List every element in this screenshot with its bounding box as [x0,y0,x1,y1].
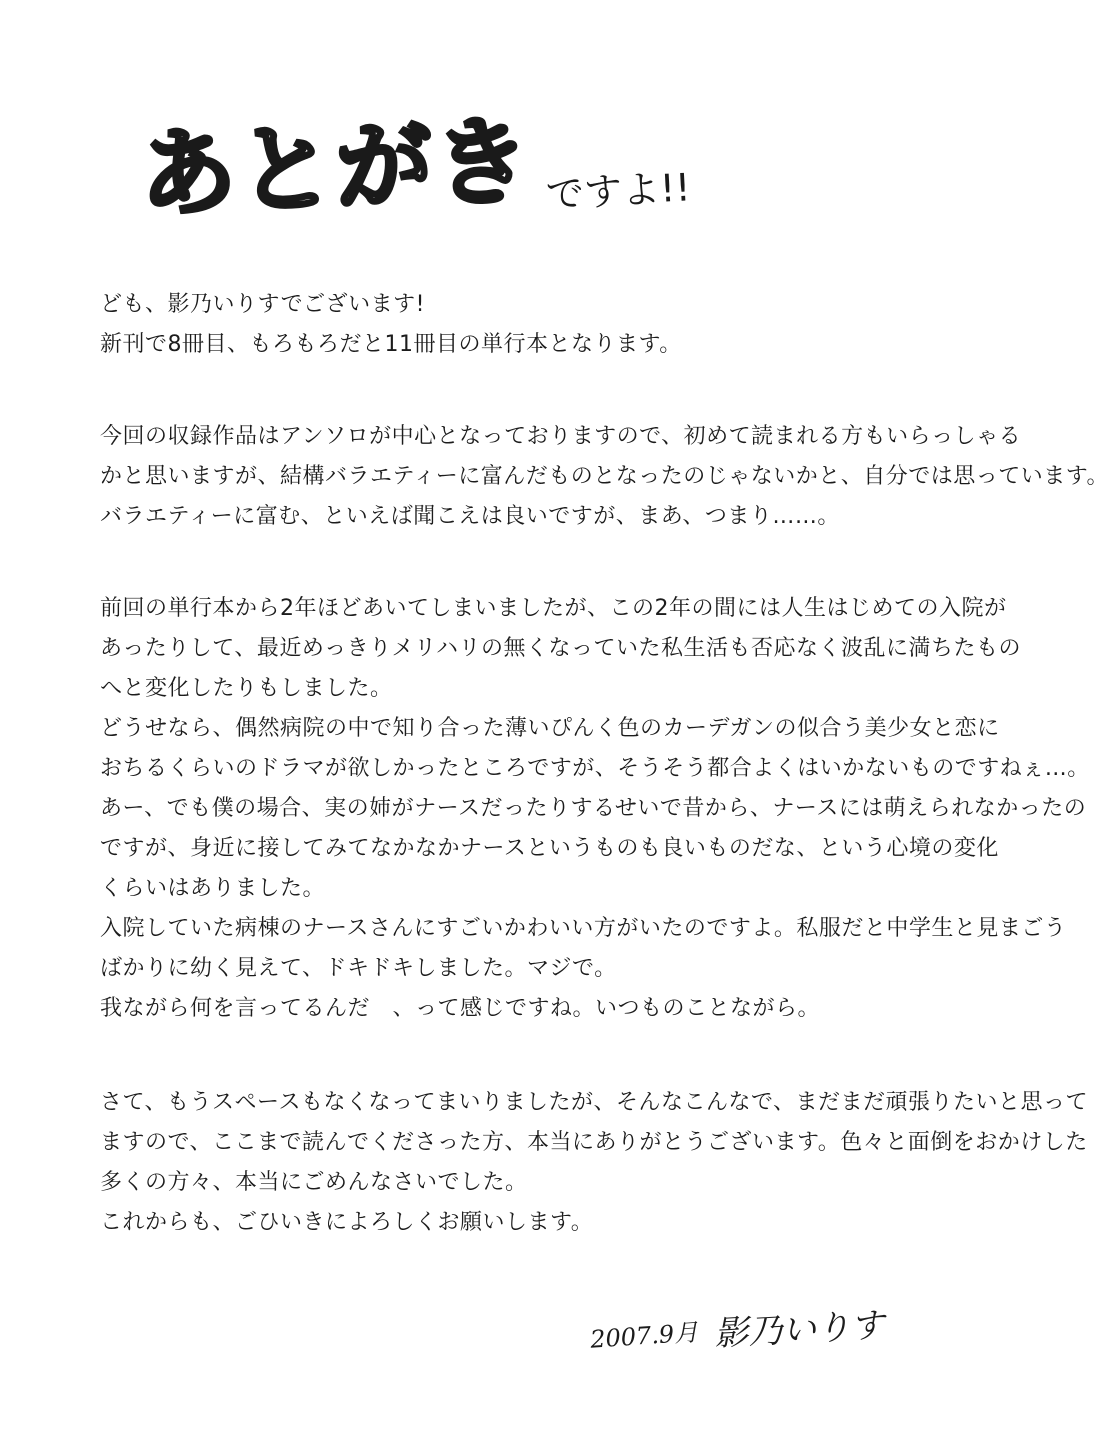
heading-subtitle: ですよ!! [544,165,692,217]
text-line: ばかりに幼く見えて、ドキドキしました。マジで。 [100,956,617,981]
paragraph-collection [100,417,1109,537]
text-line: バラエティーに富む、といえば聞こえは良いですが、まあ、つまり……。 [100,504,840,529]
text-line: くらいはありました。 [100,876,326,901]
text-line: かと思いますが、結構バラエティーに富んだものとなったのじゃないかと、自分では思っています。 [100,464,1109,489]
text-line: 前回の単行本から2年ほどあいてしまいましたが、この2年の間には人生はじめての入院が [100,596,1007,621]
text-line: 今回の収録作品はアンソロが中心となっておりますので、初めて読まれる方もいらっしゃる [100,424,1022,449]
text-line: 新刊で8冊目、もろもろだと11冊目の単行本となります。 [100,332,682,357]
text-line: 入院していた病棟のナースさんにすごいかわいい方がいたのですよ。私服だと中学生と見まごう [100,916,1067,941]
text-line: これからも、ごひいきによろしくお願いします。 [100,1210,594,1235]
text-line: あったりして、最近めっきりメリハリの無くなっていた私生活も否応なく波乱に満ちたもの [100,636,1021,661]
text-line: ですが、身近に接してみてなかなかナースというものも良いものだな、という心境の変化 [100,836,999,861]
text-line: おちるくらいのドラマが欲しかったところですが、そうそう都合よくはいかないものですねぇ…。 [100,756,1090,781]
signature-name: 影乃いりす [713,1305,886,1355]
paragraph-greeting [100,285,940,365]
afterword-body [100,285,1109,1243]
heading-title: あとがき [138,105,534,231]
text-line: あー、でも僕の場合、実の姉がナースだったりするせいで昔から、ナースには萌えられなかったの [100,796,1087,821]
text-line: へと変化したりもしました。 [100,676,393,701]
text-line: どうせなら、偶然病院の中で知り合った薄いぴんく色のカーデガンの似合う美少女と恋に [100,716,1000,741]
text-line: ども、影乃いりすでございます! [100,292,425,317]
text-line: 多くの方々、本当にごめんなさいでした。 [100,1170,528,1195]
afterword-heading [138,105,692,231]
signature [589,1302,886,1355]
text-line: さて、もうスペースもなくなってまいりましたが、そんなこんなで、まだまだ頑張りたいと思って [100,1090,1089,1115]
paragraph-closing [100,1083,1089,1243]
text-line: 我ながら何を言ってるんだ 、って感じですね。いつものことながら。 [100,996,821,1021]
paragraph-hospital [100,589,1090,1029]
signature-date: 2007.9月 [589,1318,700,1354]
text-line: ますので、ここまで読んでくださった方、本当にありがとうございます。色々と面倒をおかけした [100,1130,1088,1155]
